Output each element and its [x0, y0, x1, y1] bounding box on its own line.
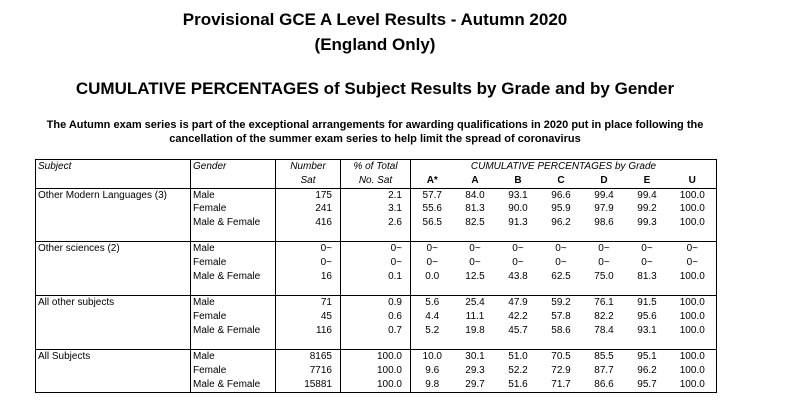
subject-cell: [36, 378, 191, 392]
grade-value-cell: 57.7: [422, 189, 442, 201]
gender-cell: Male & Female: [191, 324, 276, 338]
header-gender: Gender: [191, 160, 276, 174]
grade-value-cell: 87.7: [594, 365, 614, 377]
gender-cell: Male: [191, 242, 276, 256]
grade-value-cell: 96.2: [637, 365, 657, 377]
grade-value-cell: 96.6: [551, 189, 571, 201]
table-header: [36, 160, 717, 189]
grade-value-cell: 0~: [512, 257, 524, 269]
grade-value-cell: 95.1: [626, 350, 669, 364]
number-sat-cell: 71: [276, 296, 341, 310]
gender-cell: Female: [191, 364, 276, 378]
subject-cell: All other subjects: [36, 296, 191, 310]
table-row: [36, 310, 717, 324]
header-grade-u: U: [669, 174, 717, 188]
grade-value-cell: 29.7: [454, 378, 497, 392]
gender-cell: Female: [191, 310, 276, 324]
subject-cell: Other sciences (2): [36, 242, 191, 256]
grade-value-cell: 78.4: [594, 324, 614, 336]
table-row: [36, 350, 717, 364]
pct-total-cell: 100.0: [341, 364, 411, 378]
grade-value-cell: 84.0: [465, 189, 485, 201]
grade-value-cell: 99.4: [637, 189, 657, 201]
pct-total-cell: 2.1: [341, 188, 411, 202]
grade-value-cell: 62.5: [551, 271, 571, 283]
gender-cell: Male & Female: [191, 378, 276, 392]
subject-cell: [36, 202, 191, 216]
grade-value-cell: 100.0: [669, 378, 717, 392]
gender-cell: Male: [191, 188, 276, 202]
table-row: [36, 256, 717, 270]
grade-value-cell: 42.2: [508, 311, 528, 323]
gender-cell: Male & Female: [191, 270, 276, 284]
grade-value-cell: 100.0: [669, 350, 717, 364]
grade-value-cell: 95.6: [637, 311, 657, 323]
grade-value-cell: 98.6: [594, 217, 614, 229]
number-sat-cell: 116: [276, 324, 341, 338]
grade-value-cell: 0~: [669, 242, 717, 256]
pct-total-cell: 2.6: [341, 216, 411, 230]
grade-value-cell: 0~: [411, 242, 454, 256]
header-grade-d: D: [583, 174, 626, 188]
pct-total-cell: 0.1: [341, 270, 411, 284]
header-number-sat: Number: [276, 160, 341, 174]
grade-value-cell: 0~: [641, 257, 653, 269]
pct-total-cell: 100.0: [341, 378, 411, 392]
table-row: [36, 202, 717, 216]
pct-total-cell: 0~: [341, 242, 411, 256]
grade-value-cell: 58.6: [551, 324, 571, 336]
grade-value-cell: 9.6: [425, 365, 440, 377]
number-sat-cell: 45: [276, 310, 341, 324]
grade-value-cell: 71.7: [540, 378, 583, 392]
number-sat-cell: 8165: [276, 350, 341, 364]
grade-value-cell: 29.3: [465, 365, 485, 377]
pct-total-cell: 100.0: [341, 350, 411, 364]
grade-value-cell: 47.9: [497, 296, 540, 310]
grade-value-cell: 96.2: [551, 217, 571, 229]
subject-cell: [36, 256, 191, 270]
grade-value-cell: 30.1: [454, 350, 497, 364]
grade-value-cell: 59.2: [540, 296, 583, 310]
subject-cell: All Subjects: [36, 350, 191, 364]
grade-value-cell: 100.0: [669, 202, 717, 216]
gender-cell: Female: [191, 256, 276, 270]
table-row: [36, 216, 717, 230]
grade-value-cell: 0~: [555, 257, 567, 269]
header-grade-astar: A*: [411, 174, 454, 188]
grade-value-cell: 19.8: [465, 324, 485, 336]
grade-value-cell: 0~: [598, 257, 610, 269]
table-heading: CUMULATIVE PERCENTAGES of Subject Results by Grade and by Gender: [75, 79, 675, 98]
header-grade-e: E: [626, 174, 669, 188]
grade-value-cell: 100.0: [669, 310, 717, 324]
page-title-region: (England Only): [314, 35, 436, 54]
grade-value-cell: 0~: [497, 242, 540, 256]
grade-value-cell: 52.2: [508, 365, 528, 377]
grade-value-cell: 85.5: [583, 350, 626, 364]
grade-value-cell: 76.1: [583, 296, 626, 310]
grade-value-cell: 51.6: [497, 378, 540, 392]
subject-cell: [36, 324, 191, 338]
header-subject-blank: [36, 174, 191, 188]
grade-value-cell: 11.1: [465, 311, 485, 323]
grade-value-cell: 93.1: [637, 324, 657, 336]
grade-value-cell: 0~: [540, 242, 583, 256]
subject-cell: [36, 270, 191, 284]
grade-value-cell: 99.4: [594, 189, 614, 201]
grade-value-cell: 81.3: [465, 203, 485, 215]
table-row: [36, 324, 717, 338]
pct-total-cell: 0.6: [341, 310, 411, 324]
grade-value-cell: 0~: [426, 257, 438, 269]
grade-value-cell: 0~: [583, 242, 626, 256]
header-subject: Subject: [36, 160, 191, 174]
header-number-sat-2: Sat: [276, 174, 341, 188]
grade-value-cell: 95.9: [551, 203, 571, 215]
page-title: Provisional GCE A Level Results - Autumn 2020: [182, 10, 568, 29]
grade-value-cell: 100.0: [669, 324, 717, 338]
grade-value-cell: 95.7: [626, 378, 669, 392]
table-row: [36, 188, 717, 202]
grade-value-cell: 9.8: [411, 378, 454, 392]
grade-value-cell: 0~: [454, 242, 497, 256]
number-sat-cell: 7716: [276, 364, 341, 378]
number-sat-cell: 416: [276, 216, 341, 230]
grade-value-cell: 82.2: [594, 311, 614, 323]
grade-value-cell: 45.7: [508, 324, 528, 336]
explanatory-note: The Autumn exam series is part of the exceptional arrangements for awarding qualifications in 2020 put in place following the cancellation of the summer exam series to help limit the spread of coronavirus: [46, 119, 704, 145]
grade-value-cell: 0~: [469, 257, 481, 269]
grade-value-cell: 99.2: [637, 203, 657, 215]
grade-value-cell: 100.0: [669, 216, 717, 230]
grade-value-cell: 86.6: [583, 378, 626, 392]
subject-cell: [36, 216, 191, 230]
grade-value-cell: 43.8: [508, 271, 528, 283]
grade-value-cell: 99.3: [637, 217, 657, 229]
table-row: [36, 364, 717, 378]
table-body: [36, 188, 717, 392]
grade-value-cell: 100.0: [669, 188, 717, 202]
number-sat-cell: 16: [276, 270, 341, 284]
pct-total-cell: 0~: [341, 256, 411, 270]
header-gender-blank: [191, 174, 276, 188]
header-grade-b: B: [497, 174, 540, 188]
results-table: [35, 159, 717, 393]
pct-total-cell: 0.7: [341, 324, 411, 338]
table-row: [36, 378, 717, 392]
spacer-row: [36, 284, 717, 296]
grade-value-cell: 72.9: [551, 365, 571, 377]
grade-value-cell: 70.5: [540, 350, 583, 364]
grade-value-cell: 5.2: [425, 324, 440, 336]
gender-cell: Male & Female: [191, 216, 276, 230]
table-row: [36, 270, 717, 284]
grade-value-cell: 93.1: [508, 189, 528, 201]
grade-value-cell: 0~: [669, 256, 717, 270]
grade-value-cell: 91.5: [626, 296, 669, 310]
grade-value-cell: 0~: [626, 242, 669, 256]
grade-value-cell: 0.0: [425, 271, 440, 283]
subject-cell: [36, 364, 191, 378]
table-row: [36, 296, 717, 310]
grade-value-cell: 12.5: [465, 271, 485, 283]
header-cumulative: CUMULATIVE PERCENTAGES by Grade: [411, 160, 717, 174]
grade-value-cell: 90.0: [508, 203, 528, 215]
number-sat-cell: 241: [276, 202, 341, 216]
grade-value-cell: 55.6: [422, 203, 442, 215]
grade-value-cell: 97.9: [594, 203, 614, 215]
grade-value-cell: 56.5: [422, 217, 442, 229]
grade-value-cell: 10.0: [411, 350, 454, 364]
pct-total-cell: 3.1: [341, 202, 411, 216]
grade-value-cell: 82.5: [465, 217, 485, 229]
subject-cell: [36, 310, 191, 324]
grade-value-cell: 5.6: [411, 296, 454, 310]
grade-value-cell: 25.4: [454, 296, 497, 310]
grade-value-cell: 81.3: [637, 271, 657, 283]
header-grade-a: A: [454, 174, 497, 188]
grade-value-cell: 100.0: [669, 364, 717, 378]
spacer-row: [36, 230, 717, 242]
gender-cell: Male: [191, 350, 276, 364]
grade-value-cell: 100.0: [669, 270, 717, 284]
header-pct-total: % of Total: [341, 160, 411, 174]
gender-cell: Female: [191, 202, 276, 216]
grade-value-cell: 75.0: [594, 271, 614, 283]
grade-value-cell: 100.0: [669, 296, 717, 310]
gender-cell: Male: [191, 296, 276, 310]
number-sat-cell: 0~: [276, 256, 341, 270]
spacer-row: [36, 338, 717, 350]
grade-value-cell: 91.3: [508, 217, 528, 229]
subject-cell: Other Modern Languages (3): [36, 188, 191, 202]
table-row: [36, 242, 717, 256]
grade-value-cell: 51.0: [497, 350, 540, 364]
number-sat-cell: 0~: [276, 242, 341, 256]
header-grade-c: C: [540, 174, 583, 188]
header-pct-total-2: No. Sat: [341, 174, 411, 188]
number-sat-cell: 15881: [276, 378, 341, 392]
grade-value-cell: 57.8: [551, 311, 571, 323]
number-sat-cell: 175: [276, 188, 341, 202]
grade-value-cell: 4.4: [425, 311, 440, 323]
pct-total-cell: 0.9: [341, 296, 411, 310]
